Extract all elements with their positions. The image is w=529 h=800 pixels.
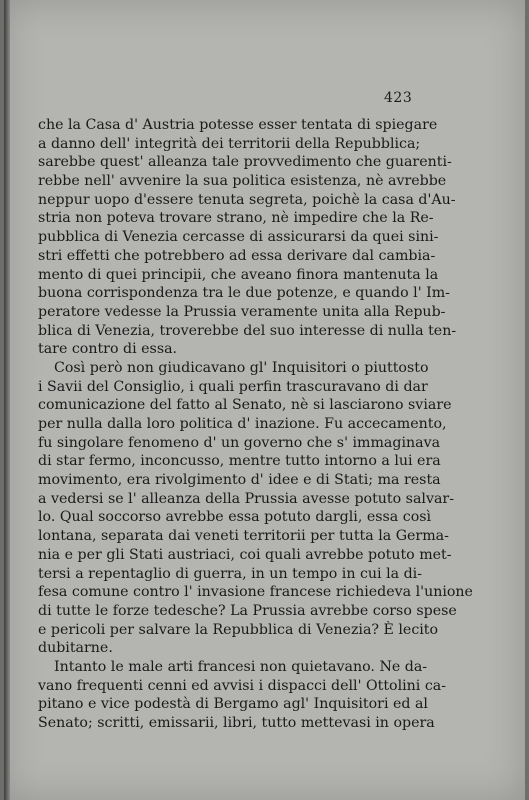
text-line: comunicazione del fatto al Senato, nè si lasciarono sviare: [38, 397, 452, 414]
text-line: lo. Qual soccorso avrebbe essa potuto dargli, essa così: [38, 509, 432, 526]
text-line: fesa comune contro l' invasione francese richiedeva l'unione: [38, 584, 473, 601]
text-line: di star fermo, inconcusso, mentre tutto intorno a lui era: [38, 453, 441, 470]
text-line: Così però non giudicavano gl' Inquisitori o piuttosto: [54, 359, 429, 376]
text-line: fu singolare fenomeno d' un governo che s' immaginava: [38, 434, 441, 451]
text-line: sarebbe quest' alleanza tale provvedimento che guarenti-: [38, 154, 452, 171]
text-line: di tutte le forze tedesche? La Prussia avrebbe corso spese: [38, 602, 457, 619]
text-line: rebbe nell' avvenire la sua politica esistenza, nè avrebbe: [38, 173, 447, 190]
text-line: neppur uopo d'essere tenuta segreta, poichè la casa d'Au-: [38, 191, 456, 208]
text-line: blica di Venezia, troverebbe del suo interesse di nulla ten-: [38, 322, 457, 339]
text-line: peratore vedesse la Prussia veramente unita alla Repub-: [38, 303, 446, 320]
text-line: tare contro di essa.: [38, 341, 178, 358]
text-line: e pericoli per salvare la Repubblica di Venezia? È lecito: [38, 621, 439, 638]
text-line: stria non poteva trovare strano, nè impedire che la Re-: [38, 210, 434, 227]
book-page: [4, 0, 525, 800]
text-line: a danno dell' integrità dei territorii della Repubblica;: [38, 135, 421, 152]
text-line: per nulla dalla loro politica d' inazione. Fu accecamento,: [38, 416, 447, 432]
text-line: tersi a repentaglio di guerra, in un tempo in cui la di-: [38, 565, 423, 582]
text-line: lontana, separata dai veneti territorii per tutta la Germa-: [38, 528, 449, 545]
text-line: pubblica di Venezia cercasse di assicurarsi da quei sini-: [38, 229, 439, 246]
text-line: che la Casa d' Austria potesse esser tentata di spiegare: [38, 117, 438, 133]
text-line: Senato; scritti, emissarii, libri, tutto mettevasi in opera: [38, 715, 435, 731]
book-spine-shadow: [4, 0, 10, 800]
text-line: stri effetti che potrebbero ad essa derivare dal cambia-: [38, 247, 436, 264]
text-line: Intanto le male arti francesi non quietavano. Ne da-: [54, 658, 428, 675]
text-line: pitano e vice podestà di Bergamo agl' Inquisitori ed al: [38, 696, 428, 713]
body-text: [38, 116, 473, 733]
text-line: a vedersi se l' alleanza della Prussia avesse potuto salvar-: [38, 490, 455, 507]
page-number: 423: [384, 90, 413, 106]
text-line: vano frequenti cenni ed avvisi i dispacci dell' Ottolini ca-: [38, 677, 447, 694]
text-line: dubitarne.: [38, 640, 113, 657]
text-line: nia e per gli Stati austriaci, coi quali avrebbe potuto met-: [38, 546, 452, 563]
text-line: buona corrispondenza tra le due potenze, e quando l' Im-: [38, 285, 450, 302]
text-line: mento di quei principii, che aveano finora mantenuta la: [38, 266, 439, 283]
text-line: movimento, era rivolgimento d' idee e di Stati; ma resta: [38, 472, 441, 489]
text-line: i Savii del Consiglio, i quali perfin trascuravano di dar: [38, 378, 428, 395]
